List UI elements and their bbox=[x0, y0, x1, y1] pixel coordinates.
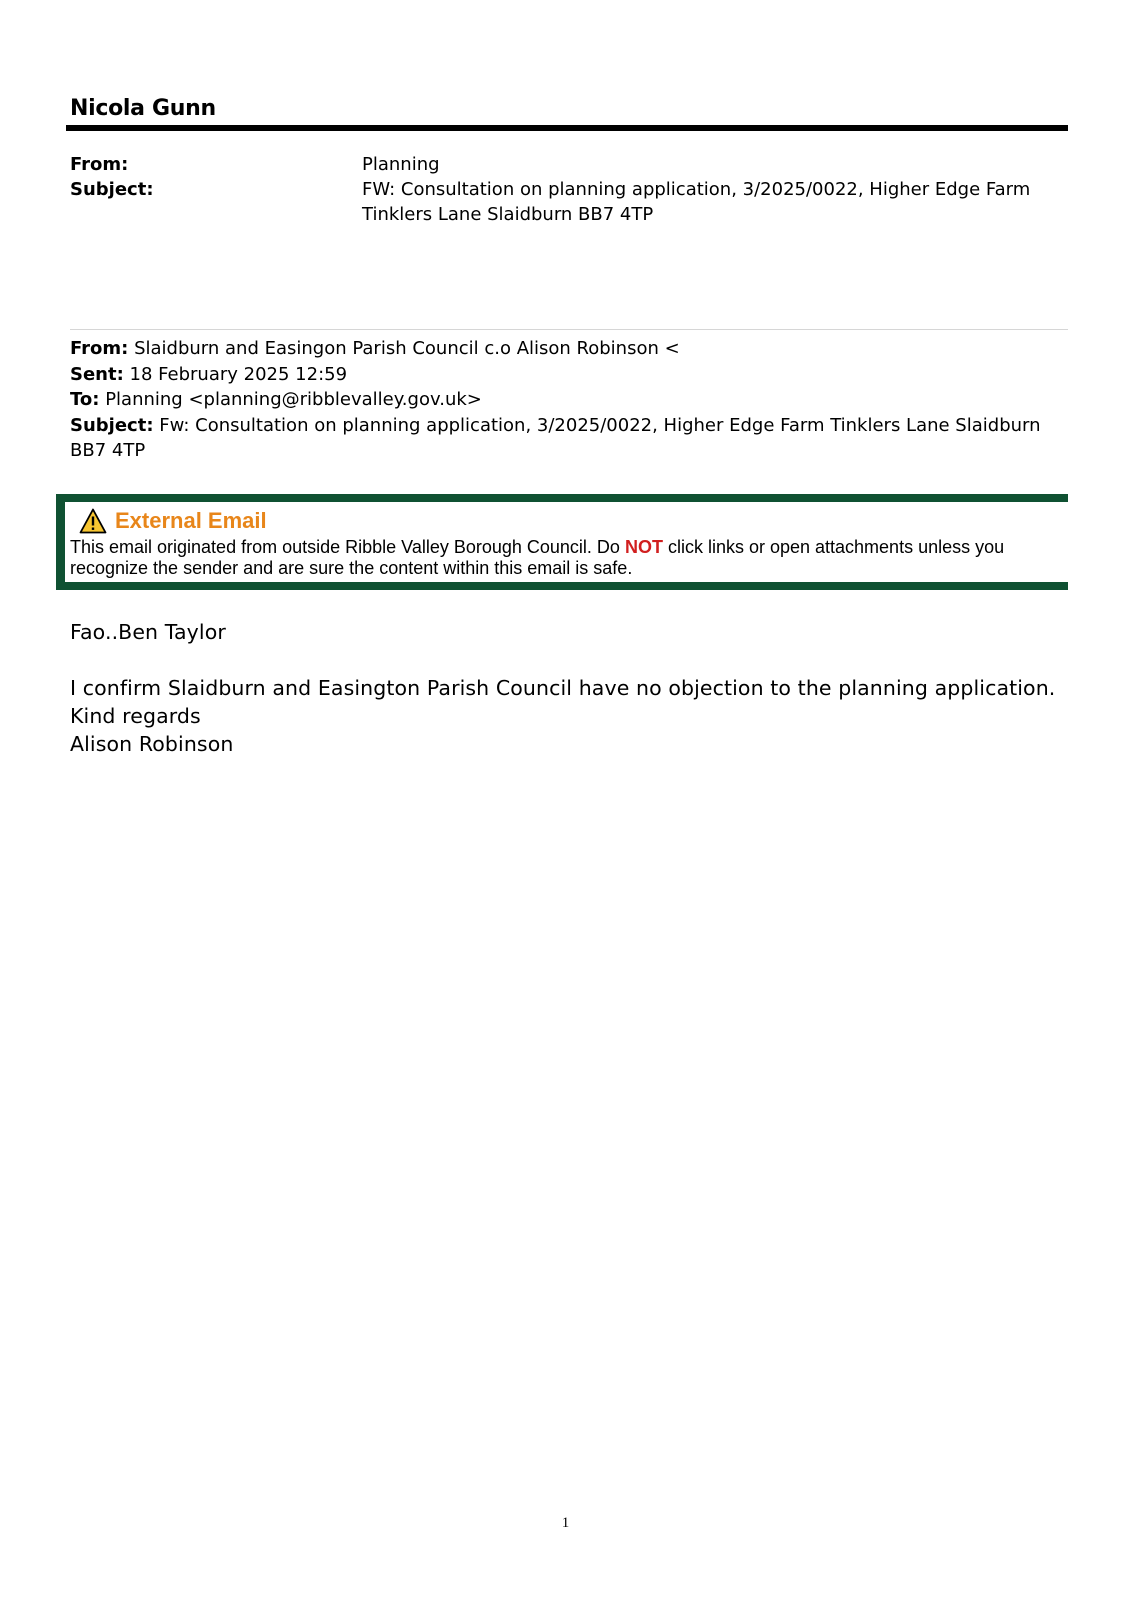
forwarded-subject-value: Fw: Consultation on planning application, 3/2025/0022, Higher Edge Farm Tinklers Lane Slaidburn BB7 4TP bbox=[70, 414, 1041, 461]
forwarded-sent-label: Sent: bbox=[70, 363, 124, 385]
external-email-text-after: click links or open attachments unless you recognize the sender and are sure the content within this email is safe. bbox=[70, 537, 1005, 578]
header-subject-label: Subject: bbox=[70, 179, 154, 200]
mailbox-owner-name: Nicola Gunn bbox=[70, 96, 216, 121]
external-email-text-before: This email originated from outside Ribble Valley Borough Council. Do bbox=[70, 537, 625, 557]
header-subject-value: FW: Consultation on planning application, 3/2025/0022, Higher Edge Farm Tinklers Lane Slaidburn BB7 4TP bbox=[362, 179, 1031, 225]
forwarded-sent-value: 18 February 2025 12:59 bbox=[129, 363, 348, 385]
header-from-value: Planning bbox=[362, 154, 440, 175]
external-email-title-row bbox=[79, 506, 267, 536]
external-email-emphasis: NOT bbox=[624, 537, 663, 557]
forwarded-from-label: From: bbox=[70, 338, 129, 359]
forwarded-to-value: Planning <planning@ribblevalley.gov.uk> bbox=[105, 389, 482, 410]
forwarded-subject-line bbox=[70, 413, 1070, 464]
header-from-label: From: bbox=[70, 154, 129, 175]
forwarded-headers bbox=[70, 336, 1070, 464]
external-email-title: External Email bbox=[115, 508, 267, 533]
forwarded-from-value: Slaidburn and Easingon Parish Council c.o Alison Robinson < bbox=[134, 338, 680, 359]
message-body-line-3: Alison Robinson bbox=[70, 732, 234, 756]
external-email-warning-text bbox=[70, 537, 1070, 579]
forwarded-sent-line bbox=[70, 362, 1070, 388]
header-divider bbox=[66, 125, 1068, 131]
forwarded-subject-label: Subject: bbox=[70, 414, 154, 436]
external-email-banner bbox=[56, 494, 1068, 590]
page-number: 1 bbox=[561, 1515, 570, 1531]
message-body-line-2: Kind regards bbox=[70, 704, 201, 728]
forwarded-to-line bbox=[70, 387, 1070, 413]
forwarded-to-label: To: bbox=[70, 389, 100, 410]
warning-icon bbox=[79, 508, 107, 534]
message-body bbox=[70, 674, 1060, 758]
message-fao-line: Fao..Ben Taylor bbox=[70, 620, 226, 644]
forward-divider bbox=[70, 329, 1068, 330]
forwarded-from-line bbox=[70, 336, 1070, 362]
message-body-line-1: I confirm Slaidburn and Easington Parish Council have no objection to the planning application. bbox=[70, 676, 1056, 700]
